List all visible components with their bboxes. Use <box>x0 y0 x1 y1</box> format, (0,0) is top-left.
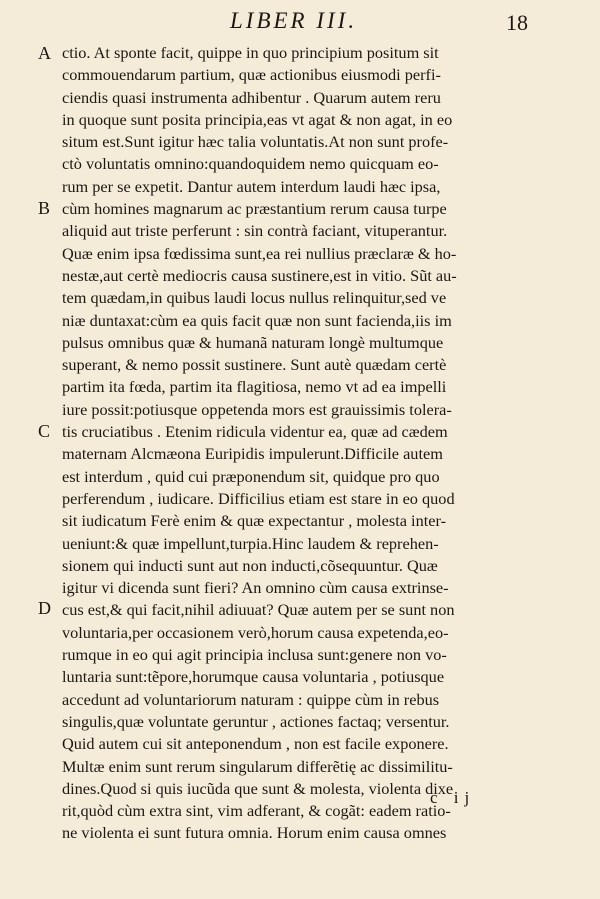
text-line: dines.Quod si quis iucũda que sunt & molesta, violenta dixe <box>62 778 454 798</box>
margin-marker-c: C <box>38 421 51 441</box>
text-line: sionem qui inducti sunt aut non inducti,cõsequuntur. Quæ <box>62 555 438 575</box>
text-line: pulsus omnibus quæ & humanã naturam longè multumque <box>62 332 444 352</box>
body-text <box>62 42 522 845</box>
text-line: tem quædam,in quibus laudi locus nullus relinquitur,sed ve <box>62 288 447 308</box>
margin-marker-a: A <box>38 43 51 63</box>
running-title: LIBER III. <box>230 8 358 33</box>
text-line: voluntaria,per occasionem verò,horum causa expetenda,eo- <box>62 622 449 642</box>
text-line: iure possit:potiusque oppetenda mors est grauissimis tolera- <box>62 399 452 419</box>
margin-marker-b: B <box>38 198 51 218</box>
text-line: Quid autem cui sit anteponendum , non est facile exponere. <box>62 734 449 754</box>
margin-marker-d: D <box>38 598 51 618</box>
text-line: commouendarum partium, quæ actionibus eiusmodi perfi- <box>62 65 441 85</box>
text-line: rit,quòd cùm extra sint, vim adferant, & cogãt: eadem ratio- <box>62 801 451 821</box>
text-line: rum per se expetit. Dantur autem interdum laudi hæc ipsa, <box>62 176 441 196</box>
text-line: igitur vi dicenda sunt fieri? An omnino cùm causa extrinse- <box>62 578 449 598</box>
text-line: luntaria sunt:tẽpore,horumque causa voluntaria , potiusque <box>62 667 445 687</box>
text-line: accedunt ad voluntariorum naturam : quippe cùm in rebus <box>62 689 440 709</box>
page-header <box>0 6 600 38</box>
text-line: rumque in eo qui agit principia inclusa sunt:genere non vo- <box>62 645 447 665</box>
text-line: cùm homines magnarum ac præstantium rerum causa turpe <box>62 199 447 219</box>
text-line: partim ita fœda, partim ita flagitiosa, nemo vt ad ea impelli <box>62 377 447 397</box>
text-line: Multæ enim sunt rerum singularum differẽtię ac dissimilitu- <box>62 756 453 776</box>
signature-mark: c ij <box>430 788 476 807</box>
text-line: maternam Alcmæona Euripidis impulerunt.Difficile autem <box>62 444 443 464</box>
text-line: situm est.Sunt igitur hæc talia voluntatis.At non sunt profe- <box>62 132 449 152</box>
text-line: ueniunt:& quæ impellunt,turpia.Hinc laudem & reprehen- <box>62 533 439 553</box>
text-line: perferendum , iudicare. Difficilius etiam est stare in eo quod <box>62 488 455 508</box>
text-line: niæ duntaxat:cùm ea quis facit quæ non sunt facienda,iis im <box>62 310 452 330</box>
text-line: sit iudicatum Ferè enim & quæ expectantur , molesta inter- <box>62 511 446 531</box>
text-line: nestæ,aut certè mediocris causa sustinere,est in vitio. Sũt au- <box>62 265 457 285</box>
text-line: aliquid aut triste perferunt : sin contrà faciant, vituperantur. <box>62 221 448 241</box>
text-line: cus est,& qui facit,nihil adiuuat? Quæ autem per se sunt non <box>62 600 455 620</box>
text-line: ctò voluntatis omnino:quandoquidem nemo quicquam eo- <box>62 154 439 174</box>
text-line: ciendis quasi instrumenta adhibentur . Quarum autem reru <box>62 87 441 107</box>
text-line: superant, & nemo possit sustinere. Sunt autè quædam certè <box>62 355 447 375</box>
page-number: 18 <box>506 10 528 35</box>
text-line: est interdum , quid cui præponendum sit, quidque pro quo <box>62 466 440 486</box>
text-line: singulis,quæ voluntate geruntur , actiones factaq; versentur. <box>62 711 450 731</box>
text-line: Quæ enim ipsa fœdissima sunt,ea rei nullius præclaræ & ho- <box>62 243 457 263</box>
text-line: ne violenta ei sunt futura omnia. Horum enim causa omnes <box>62 823 447 843</box>
text-line: in quoque sunt posita principia,eas vt agat & non agat, in eo <box>62 109 453 129</box>
text-line: tis cruciatibus . Etenim ridicula videntur ea, quæ ad cædem <box>62 422 448 442</box>
text-line: ctio. At sponte facit, quippe in quo principium positum sit <box>62 43 439 62</box>
